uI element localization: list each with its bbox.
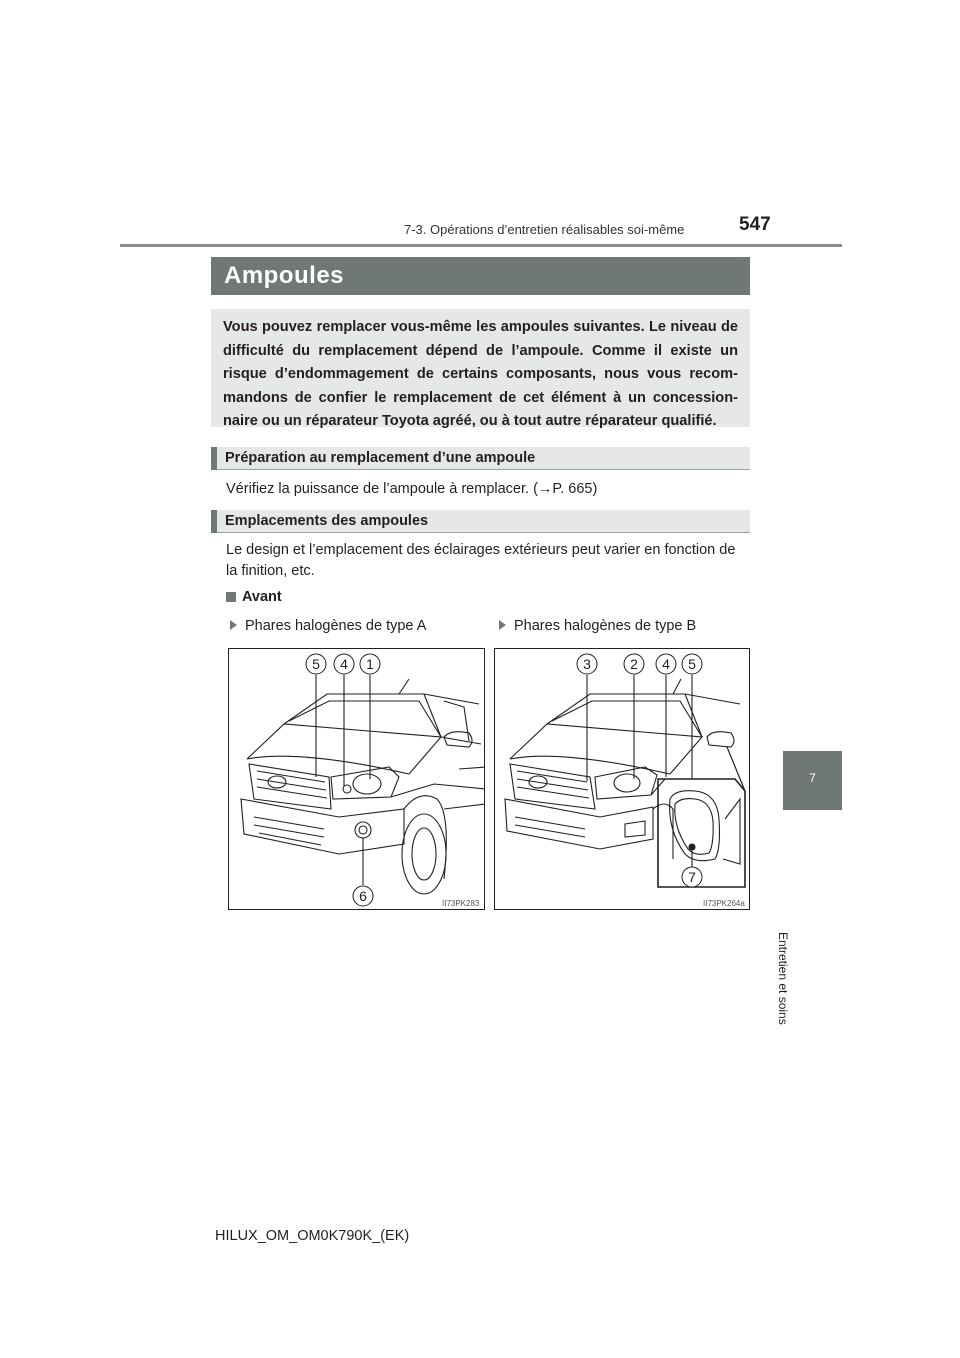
figure-b-caption-text: Phares halogènes de type B [514, 618, 697, 634]
title-bar [211, 257, 750, 295]
callout-3: 3 [583, 656, 591, 672]
callout-4: 4 [662, 656, 670, 672]
arrow-bullet-icon [499, 620, 506, 630]
page-number: 547 [739, 214, 771, 235]
figure-b-code: II73PK264a [703, 899, 745, 908]
page-title: Ampoules [224, 262, 345, 289]
square-bullet-icon [226, 592, 236, 602]
section-heading-preparation [211, 447, 750, 470]
figure-b-caption [499, 616, 696, 637]
callout-4: 4 [340, 656, 348, 672]
arrow-bullet-icon [230, 620, 237, 630]
callout-5: 5 [312, 656, 320, 672]
subsection-avant [226, 587, 282, 608]
section-heading-bar [211, 510, 217, 533]
preparation-text: Vérifiez la puissance de l’ampoule à remplacer. (→P. 665) [226, 481, 598, 497]
chapter-label: Entretien et soins [776, 932, 790, 1025]
callout-1: 1 [366, 656, 374, 672]
callout-6: 6 [359, 888, 367, 904]
intro-box [211, 309, 750, 427]
figure-a-illustration [228, 648, 485, 910]
figure-a-caption-text: Phares halogènes de type A [245, 618, 427, 634]
callout-2: 2 [630, 656, 638, 672]
figure-a-caption [230, 616, 426, 637]
figure-b-illustration [494, 648, 750, 910]
section-title: 7-3. Opérations d’entretien réalisables soi-même [404, 222, 685, 237]
figure-a-code: II73PK283 [442, 899, 480, 908]
section-heading-label: Emplacements des ampoules [225, 513, 429, 529]
truck-front-mirror-illustration [495, 649, 750, 910]
callout-7: 7 [688, 869, 696, 885]
header-rule [120, 244, 842, 247]
subsection-label: Avant [242, 589, 282, 605]
locations-text: Le design et l’emplacement des éclairages extérieurs peut varier en fonction de la finition, etc. [226, 542, 736, 579]
intro-text: Vous pouvez remplacer vous-même les ampoules suivantes. Le niveau de difficulté du remplacement dépend de l’ampoule. Comme il existe un risque d’endommagement de certains composants, nous vous recom-mandons de confier le remplacement de cet élément à un concession-naire ou un réparateur Toyota agréé, ou à tout autre réparateur qualifié. [223, 319, 738, 429]
chapter-number: 7 [809, 771, 816, 785]
section-heading-label: Préparation au remplacement d’une ampoule [225, 450, 536, 466]
chapter-tab [783, 751, 842, 810]
truck-front-illustration [229, 649, 485, 910]
callout-5: 5 [688, 656, 696, 672]
section-heading-bar [211, 447, 217, 470]
section-heading-locations [211, 510, 750, 533]
document-code: HILUX_OM_OM0K790K_(EK) [215, 1228, 410, 1244]
